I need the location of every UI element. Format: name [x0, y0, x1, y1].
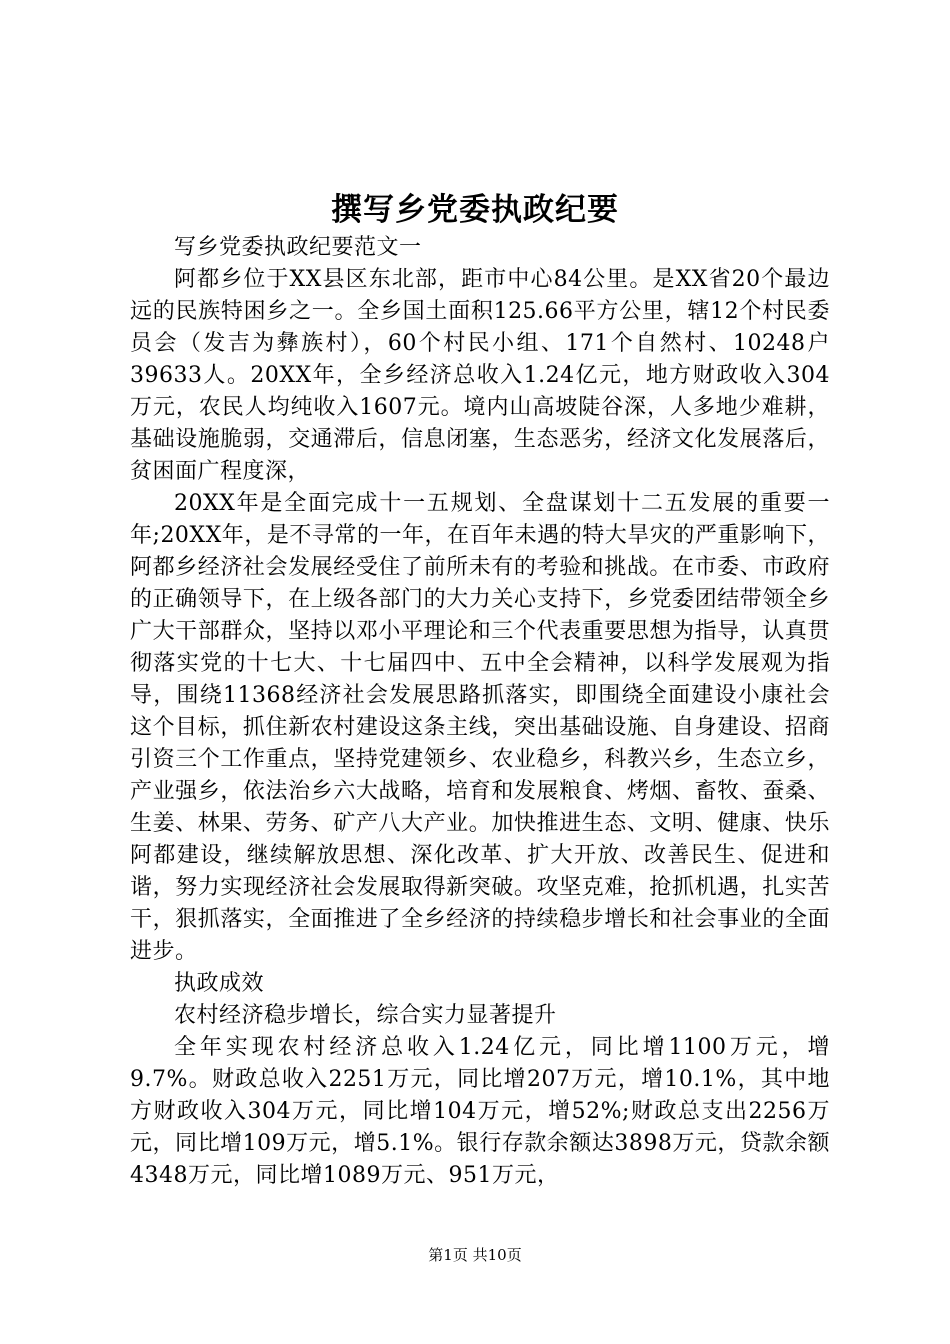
subheading-economy: 农村经济稳步增长，综合实力显著提升	[174, 1003, 557, 1028]
document-body	[130, 232, 830, 1192]
paragraph-overview: 阿都乡位于XX县区东北部，距市中心84公里。是XX省20个最边远的民族特困乡之一。全乡国土面积125.66平方公里，辖12个村民委员会（发吉为彝族村），60个村民小组、171个自然村、10248户39633人。20XX年，全乡经济总收入1.24亿元，地方财政收入304万元，农民人均纯收入1607元。境内山高坡陡谷深，人多地少难耕，基础设施脆弱，交通滞后，信息闭塞，生态恶劣，经济文化发展落后，贫困面广程度深，	[130, 267, 830, 484]
document-title: 撰写乡党委执政纪要	[331, 192, 619, 228]
section-heading-results: 执政成效	[174, 971, 265, 996]
page-footer: 第1页 共10页	[428, 1246, 522, 1264]
paragraph-economy-figures: 全年实现农村经济总收入1.24亿元，同比增1100万元，增9.7%。财政总收入2251万元，同比增207万元，增10.1%，其中地方财政收入304万元，同比增104万元，增52%;财政总支出2256万元，同比增109万元，增5.1%。银行存款余额达3898万元，贷款余额4348万元，同比增1089万元、951万元，	[130, 1035, 830, 1188]
paragraph-year-summary: 20XX年是全面完成十一五规划、全盘谋划十二五发展的重要一年;20XX年，是不寻常的一年，在百年未遇的特大旱灾的严重影响下，阿都乡经济社会发展经受住了前所未有的考验和挑战。在市委、市政府的正确领导下，在上级各部门的大力关心支持下，乡党委团结带领全乡广大干部群众，坚持以邓小平理论和三个代表重要思想为指导，认真贯彻落实党的十七大、十七届四中、五中全会精神，以科学发展观为指导，围绕11368经济社会发展思路抓落实，即围绕全面建设小康社会这个目标，抓住新农村建设这条主线，突出基础设施、自身建设、招商引资三个工作重点，坚持党建领乡、农业稳乡，科教兴乡，生态立乡，产业强乡，依法治乡六大战略，培育和发展粮食、烤烟、畜牧、蚕桑、生姜、林果、劳务、矿产八大产业。加快推进生态、文明、健康、快乐阿都建设，继续解放思想、深化改革、扩大开放、改善民生、促进和谐，努力实现经济社会发展取得新突破。攻坚克难，抢抓机遇，扎实苦干，狠抓落实，全面推进了全乡经济的持续稳步增长和社会事业的全面进步。	[130, 491, 830, 964]
section-heading-example-one: 写乡党委执政纪要范文一	[174, 235, 422, 260]
